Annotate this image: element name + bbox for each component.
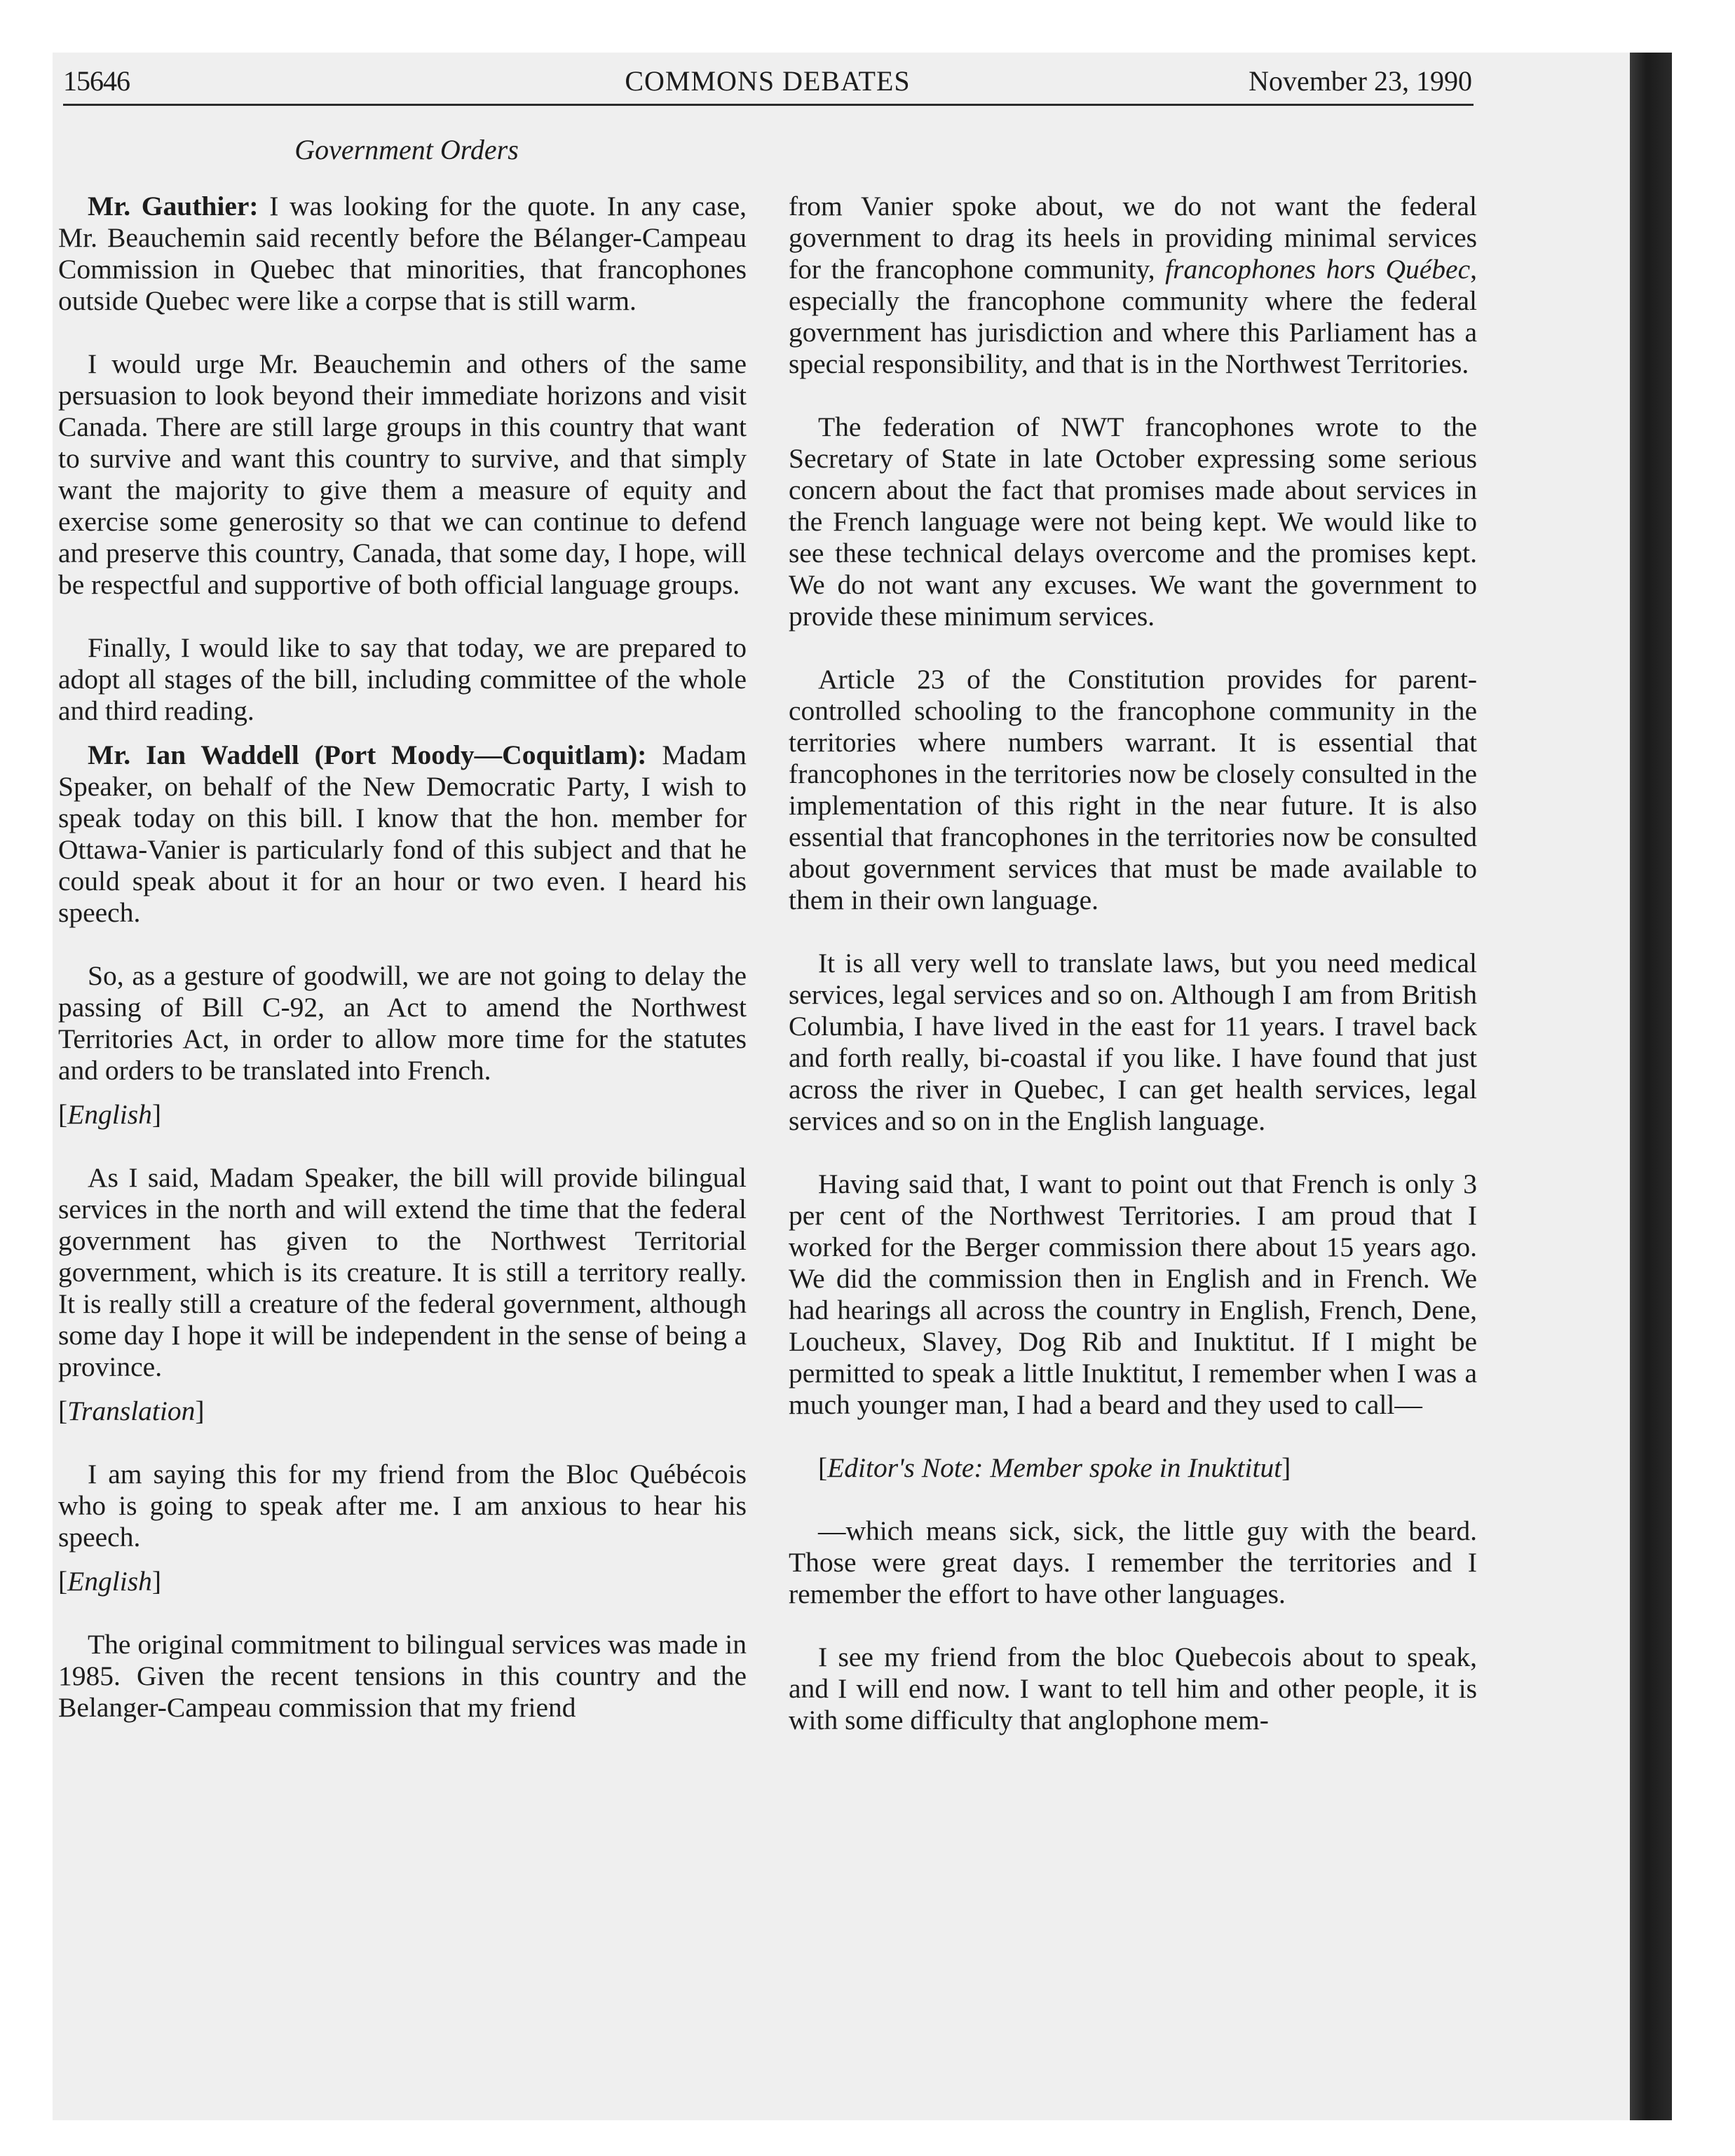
page-number: 15646 (63, 65, 130, 97)
editors-note-text: Editor's Note: Member spoke in Inuktitut (827, 1452, 1282, 1483)
paragraph (58, 739, 747, 929)
header-rule (63, 104, 1474, 106)
paragraph: Finally, I would like to say that today, we are prepared to adopt all stages of the bill, including committee of the whole and third reading. (58, 632, 747, 726)
paragraph-text: , especially the francophone community where the federal government has jurisdiction and where this Parliament has a special responsibility, and that is in the Northwest Territories. (789, 254, 1477, 379)
left-column (58, 191, 747, 1755)
paragraph: I am saying this for my friend from the Bloc Québécois who is going to speak after me. I am anxious to hear his speech. (58, 1459, 747, 1553)
sitting-date: November 23, 1990 (1248, 65, 1472, 97)
paragraph: The original commitment to bilingual services was made in 1985. Given the recent tensions in this country and the Belanger-Campeau commission that my friend (58, 1629, 747, 1723)
section-title: Government Orders (294, 134, 519, 165)
italic-phrase: francophones hors Québec (1165, 254, 1471, 285)
language-marker-text: Translation (67, 1396, 196, 1426)
paragraph: So, as a gesture of goodwill, we are not going to delay the passing of Bill C-92, an Act to amend the Northwest Territories Act, in order to allow more time for the statutes and orders to be translated into French. (58, 960, 747, 1086)
paragraph: Having said that, I want to point out that French is only 3 per cent of the Northwest Territories. I am proud that I worked for the Berger commission there about 15 years ago. We did the commission then in English and in French. We had hearings all across the country in English, French, Dene, Loucheux, Slavey, Dog Rib and Inuktitut. If I might be permitted to speak a little Inuktitut, I remember when I was a much younger man, I had a beard and they used to call— (789, 1168, 1477, 1420)
right-column (789, 191, 1477, 1768)
editors-note: [Editor's Note: Member spoke in Inuktitut] (818, 1452, 1291, 1483)
language-marker-text: English (67, 1566, 152, 1597)
paragraph: Article 23 of the Constitution provides for parent-controlled schooling to the francophone community in the territories where numbers warrant. It is essential that francophones in the territories now be closely consulted in the implementation of this right in the near future. It is also essential that francophones in the territories now be consulted about government services that must be made available to them in their own language. (789, 664, 1477, 915)
paragraph-text: I was looking for the quote. In any case, Mr. Beauchemin said recently before the Bélanger-Campeau Commission in Quebec that minorities, that francophones outside Quebec were like a corpse that is still warm. (58, 191, 747, 316)
language-marker: [English] (58, 1099, 162, 1130)
paragraph (789, 191, 1477, 380)
publication-title: COMMONS DEBATES (625, 65, 911, 97)
speaker-name: Mr. Gauthier: (88, 191, 259, 221)
paragraph: As I said, Madam Speaker, the bill will provide bilingual services in the north and will extend the time that the federal government has given to the Northwest Territorial government, which is its creature. It is still a territory really. It is really still a creature of the federal government, although some day I hope it will be independent in the sense of being a province. (58, 1162, 747, 1382)
language-marker-text: English (67, 1099, 152, 1130)
scan-edge-shadow (1630, 53, 1672, 2120)
paragraph: —which means sick, sick, the little guy with the beard. Those were great days. I remember the territories and I remember the effort to have other languages. (789, 1515, 1477, 1609)
paragraph-text: Madam Speaker, on behalf of the New Democratic Party, I wish to speak today on this bill. I know that the hon. member for Ottawa-Vanier is particularly fond of this subject and that he could speak about it for an hour or two even. I heard his speech. (58, 739, 747, 928)
language-marker: [Translation] (58, 1396, 205, 1426)
paragraph: I would urge Mr. Beauchemin and others of the same persuasion to look beyond their immediate horizons and visit Canada. There are still large groups in this country that want to survive and want this country to survive, and that simply want the majority to give them a measure of equity and exercise some generosity so that we can continue to defend and preserve this country, Canada, that some day, I hope, will be respectful and supportive of both official language groups. (58, 348, 747, 600)
speaker-name: Mr. Ian Waddell (Port Moody—Coquitlam): (88, 739, 647, 770)
language-marker: [English] (58, 1566, 162, 1597)
paragraph: I see my friend from the bloc Quebecois about to speak, and I will end now. I want to tell him and other people, it is with some difficulty that anglophone mem- (789, 1642, 1477, 1735)
running-head (63, 64, 1472, 107)
paragraph: It is all very well to translate laws, but you need medical services, legal services and so on. Although I am from British Columbia, I have lived in the east for 11 years. I travel back and forth really, bi-coastal if you like. I have found that just across the river in Quebec, I can get health services, legal services and so on in the English language. (789, 948, 1477, 1136)
paragraph-text: from Vanier spoke about, we do not want the federal government to drag its heels in providing minimal services for the francophone community, (789, 191, 1477, 285)
paragraph: The federation of NWT francophones wrote to the Secretary of State in late October expressing some serious concern about the fact that promises made about services in the French language were not being kept. We would like to see these technical delays overcome and the promises kept. We do not want any excuses. We want the government to provide these minimum services. (789, 411, 1477, 632)
paragraph (58, 191, 747, 317)
